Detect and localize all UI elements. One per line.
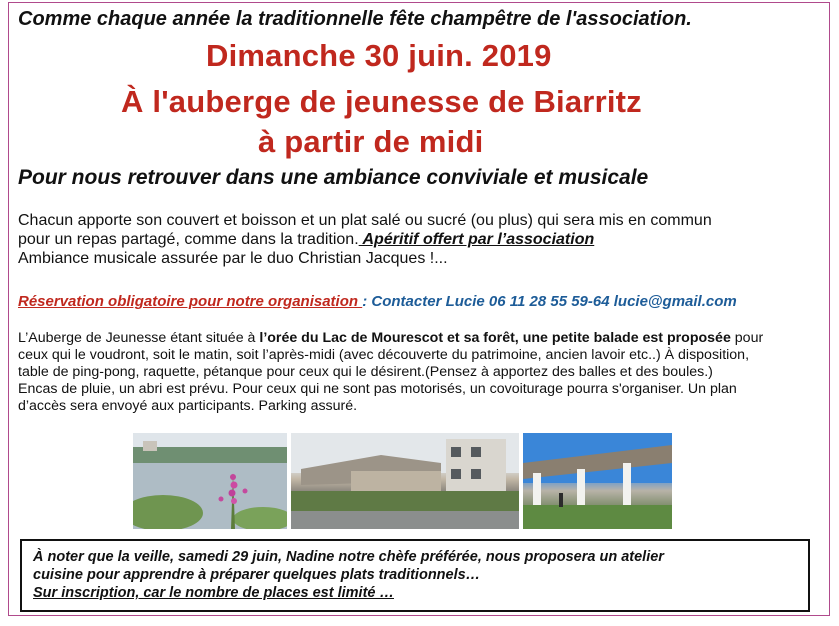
meal-line-2 <box>18 230 712 249</box>
note-line-1: À noter que la veille, samedi 29 juin, Nadine notre chèfe préférée, nous proposera un atelier <box>33 549 664 565</box>
activities-line-3: table de ping-pong, raquette, pétanque pour ceux qui le désirent.(Pensez à apportez des balles et des boules.) <box>18 364 713 380</box>
note-text <box>33 548 664 602</box>
paragraph-activities <box>18 330 763 415</box>
activities-line-1b: l’orée du Lac de Mourescot et sa forêt, une petite balade est proposée <box>259 330 731 346</box>
photo-hostel-building <box>291 433 519 529</box>
activities-line-4: Encas de pluie, un abri est prévu. Pour ceux qui ne sont pas motorisés, un covoiturage pourra s'organiser. Un plan <box>18 381 737 397</box>
reservation-contact: Contacter Lucie 06 11 28 55 59-64 lucie@gmail.com <box>371 293 737 310</box>
photo-shelter <box>523 433 672 529</box>
aperitif-offer: Apéritif offert par l’association <box>358 231 595 248</box>
intro-line: Comme chaque année la traditionnelle fête champêtre de l'association. <box>18 8 692 30</box>
note-line-3: Sur inscription, car le nombre de places est limité … <box>33 585 394 601</box>
activities-line-1c: pour <box>730 330 764 346</box>
event-place: À l'auberge de jeunesse de Biarritz <box>121 84 642 119</box>
meal-line-2-text: pour un repas partagé, comme dans la tradition. <box>18 231 359 248</box>
photo-lake-flowers <box>133 433 287 529</box>
event-date: Dimanche 30 juin. 2019 <box>206 38 552 73</box>
meal-line-3: Ambiance musicale assurée par le duo Christian Jacques !... <box>18 250 448 267</box>
activities-line-1 <box>18 330 763 347</box>
reservation-line <box>18 293 737 310</box>
event-time: à partir de midi <box>258 124 484 159</box>
paragraph-meal <box>18 211 712 268</box>
activities-line-5: d’accès sera envoyé aux participants. Parking assuré. <box>18 398 358 414</box>
subtitle: Pour nous retrouver dans une ambiance conviviale et musicale <box>18 166 649 189</box>
note-line-2: cuisine pour apprendre à préparer quelques plats traditionnels… <box>33 567 481 583</box>
meal-line-1: Chacun apporte son couvert et boisson et un plat salé ou sucré (ou plus) qui sera mis en commun <box>18 212 712 229</box>
reservation-sep: : <box>362 293 372 310</box>
reservation-label: Réservation obligatoire pour notre organisation <box>18 293 363 310</box>
activities-line-2: ceux qui le voudront, soit le matin, soit l’après-midi (avec découverte du patrimoine, ancien lavoir etc..) À disposition, <box>18 347 750 363</box>
activities-line-1a: L’Auberge de Jeunesse étant située à <box>18 330 260 346</box>
